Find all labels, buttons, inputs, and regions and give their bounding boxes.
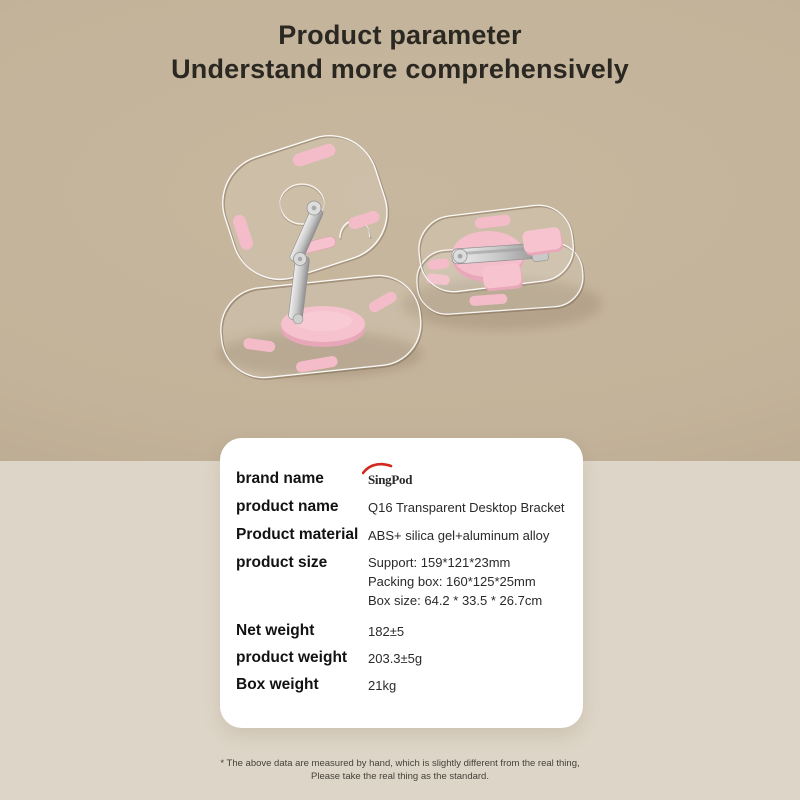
left-stand — [210, 128, 426, 383]
spec-row-box-weight — [236, 674, 573, 696]
page-title-line1: Product parameter — [278, 20, 522, 50]
disclaimer — [0, 757, 800, 783]
spec-value: 182±5 — [368, 624, 405, 639]
disclaimer-line1: * The above data are measured by hand, which is slightly different from the real thing, — [220, 758, 580, 769]
size-line-packing-box: Packing box: 160*125*25mm — [368, 574, 536, 589]
size-line-box-size: Box size: 64.2 * 33.5 * 26.7cm — [368, 593, 543, 608]
disclaimer-line2: Please take the real thing as the standard. — [311, 771, 489, 782]
spec-value — [368, 552, 542, 610]
page-title — [0, 18, 800, 86]
spec-label: product name — [236, 498, 339, 515]
spec-value: 21kg — [368, 678, 397, 693]
brand-logo-text: SingPod — [368, 472, 413, 487]
right-stand — [415, 201, 586, 317]
spec-label: product size — [236, 554, 328, 571]
spec-value: 203.3±5g — [368, 651, 423, 666]
spec-label: Net weight — [236, 622, 315, 639]
spec-row-product-name — [236, 496, 573, 518]
spec-row-product-weight — [236, 647, 573, 669]
spec-value: Q16 Transparent Desktop Bracket — [368, 500, 565, 515]
size-line-support: Support: 159*121*23mm — [368, 555, 511, 570]
spec-row-net-weight — [236, 620, 573, 642]
spec-label: Box weight — [236, 676, 319, 693]
spec-label: product weight — [236, 649, 348, 666]
logo-swoosh-icon — [362, 461, 394, 476]
brand-logo — [368, 468, 412, 490]
spec-row-product-material — [236, 524, 573, 546]
page-title-line2: Understand more comprehensively — [171, 54, 629, 84]
spec-row-product-size — [236, 552, 573, 610]
product-render-image — [180, 128, 620, 408]
spec-row-brand — [236, 468, 573, 490]
spec-label: Product material — [236, 526, 359, 543]
spec-label-brand: brand name — [236, 470, 324, 487]
spec-value: ABS+ silica gel+aluminum alloy — [368, 528, 550, 543]
spec-card — [220, 438, 583, 728]
